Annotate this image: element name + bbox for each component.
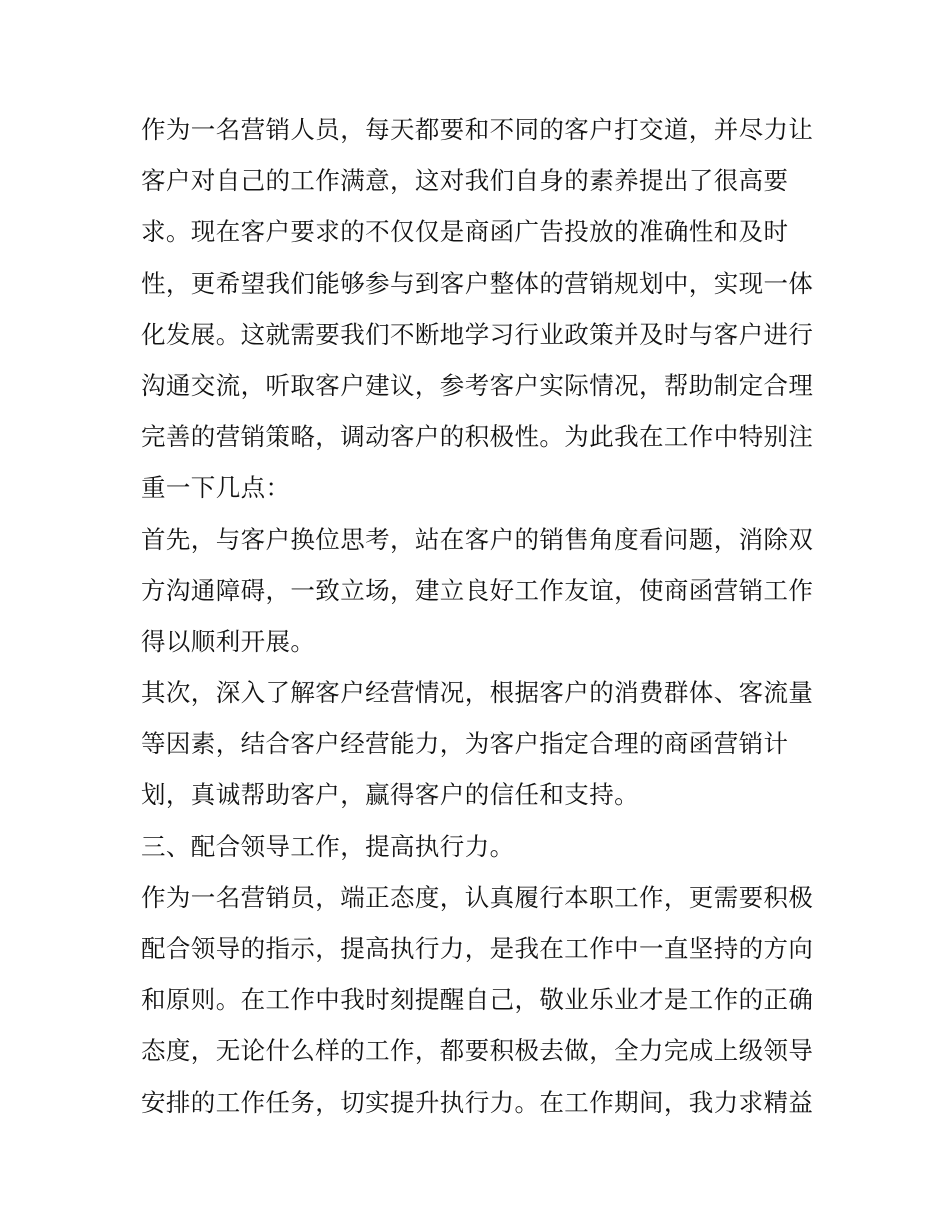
text-line: 等因素，结合客户经营能力，为客户指定合理的商函营销计 [141, 729, 789, 759]
text-line: 重一下几点： [141, 473, 291, 503]
text-line: 作为一名营销员，端正态度，认真履行本职工作，更需要积极 [141, 882, 814, 912]
text-line: 划，真诚帮助客户，赢得客户的信任和支持。 [141, 780, 639, 810]
text-line: 配合领导的指示，提高执行力，是我在工作中一直坚持的方向 [141, 934, 814, 963]
text-line: 首先，与客户换位思考，站在客户的销售角度看问题，消除双 [141, 524, 814, 554]
text-line: 完善的营销策略，调动客户的积极性。为此我在工作中特别注 [141, 422, 814, 452]
body-text [141, 104, 821, 1128]
text-line: 得以顺利开展。 [141, 626, 316, 656]
text-line: 化发展。这就需要我们不断地学习行业政策并及时与客户进行 [141, 319, 814, 349]
text-line: 作为一名营销人员，每天都要和不同的客户打交道，并尽力让 [141, 115, 814, 144]
text-line: 求。现在客户要求的不仅仅是商函广告投放的准确性和及时 [141, 217, 789, 247]
text-line: 安排的工作任务，切实提升执行力。在工作期间，我力求精益 [141, 1087, 814, 1117]
text-line: 态度，无论什么样的工作，都要积极去做，全力完成上级领导 [141, 1036, 814, 1066]
text-line: 客户对自己的工作满意，这对我们自身的素养提出了很高要 [141, 166, 789, 196]
text-line: 沟通交流，听取客户建议，参考客户实际情况，帮助制定合理 [141, 370, 814, 400]
text-line: 其次，深入了解客户经营情况，根据客户的消费群体、客流量 [141, 678, 814, 708]
section-heading: 三、配合领导工作，提高执行力。 [141, 831, 515, 861]
text-line: 方沟通障碍，一致立场，建立良好工作友谊，使商函营销工作 [141, 575, 814, 605]
text-line: 和原则。在工作中我时刻提醒自己，敬业乐业才是工作的正确 [141, 985, 814, 1015]
text-line: 性，更希望我们能够参与到客户整体的营销规划中，实现一体 [141, 268, 814, 298]
